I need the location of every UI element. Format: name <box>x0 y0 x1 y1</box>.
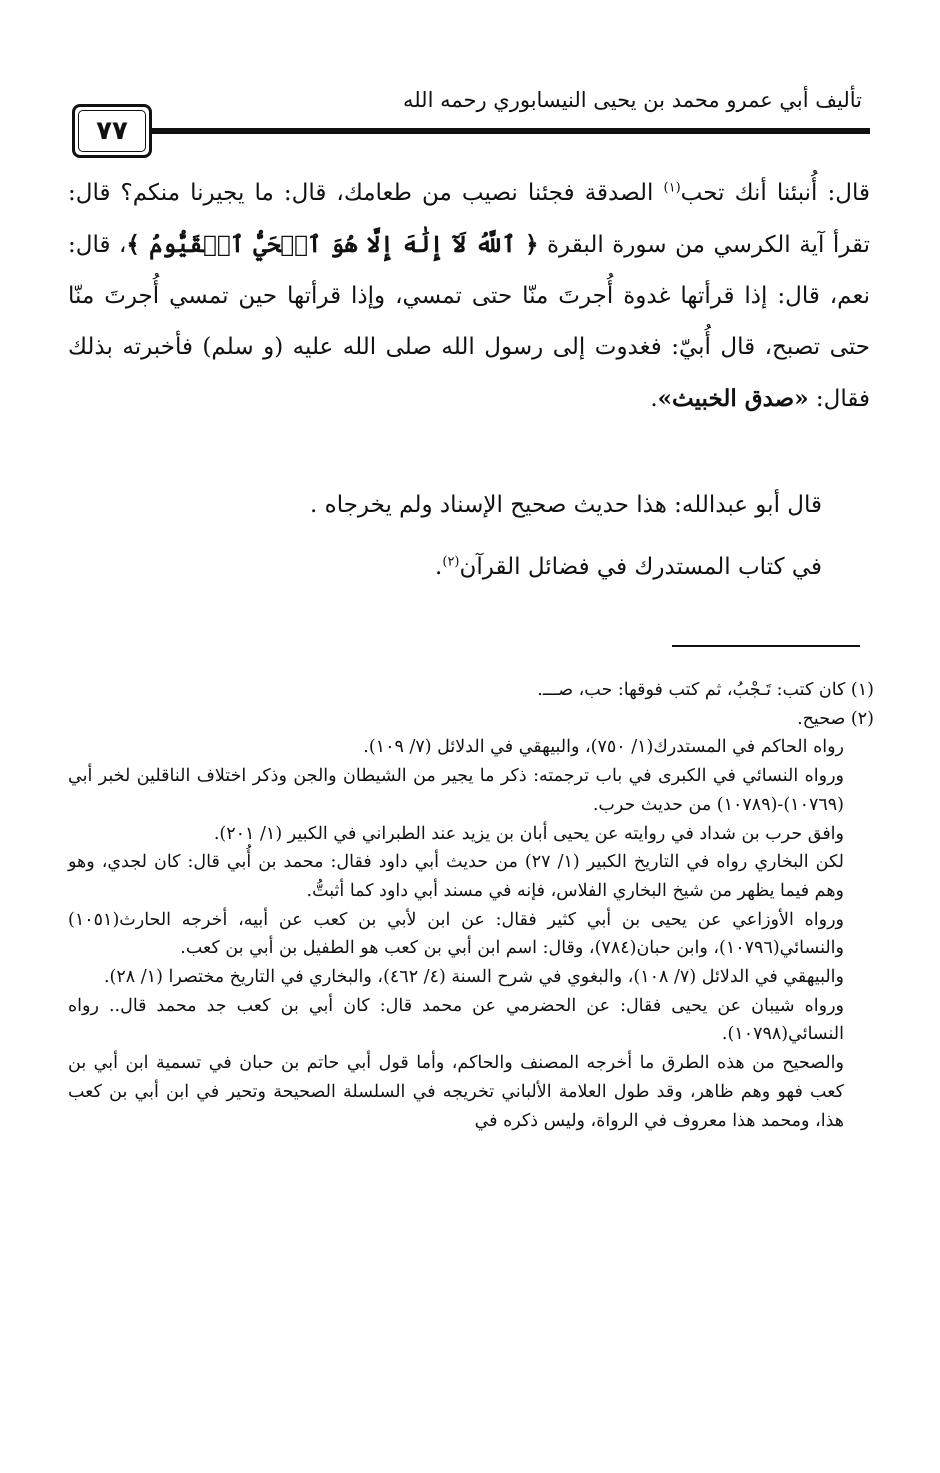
text-segment: الصدقة فجئنا نصيب من طعامك، قال: ما يجيرنا منكم؟ قال: تقرأ آية الكرسي من سورة البقرة <box>68 180 870 258</box>
running-header: تأليف أبي عمرو محمد بن يحيى النيسابوري رحمه الله <box>402 88 862 112</box>
footnote-1: (١) كان كتب: تَـجْبُ، ثم كتب فوقها: حب، صـــ. <box>537 680 874 700</box>
footnote-paragraph: والبيهقي في الدلائل (٧/ ١٠٨)، والبغوي في شرح السنة (٤/ ٤٦٢)، والبخاري في التاريخ مختصرا (١/ ٢٨). <box>103 967 844 988</box>
footnotes <box>68 676 874 1135</box>
footnote-2: (٢) صحيح. <box>797 708 874 729</box>
footnote-paragraph: رواه الحاكم في المستدرك(١/ ٧٥٠)، والبيهقي في الدلائل (٧/ ١٠٩). <box>363 737 844 758</box>
footnote-ref-2: (٢) <box>442 554 460 570</box>
footnote-paragraph: ورواه النسائي في الكبرى في باب ترجمته: ذكر ما يجير من الشيطان والجن وذكر اختلاف الناقلين لخبر أبي (١٠٧٦٩)-(١٠٧٨٩) من حديث حرب. <box>68 766 844 815</box>
attribution-line <box>122 536 822 598</box>
footnote-ref-1: (١) <box>663 180 681 196</box>
hadith-paragraph <box>68 168 870 425</box>
text-segment: ، قال: نعم، قال: إذا قرأتها غدوة أُجرتَ منّا حتى تمسي، وإذا قرأتها حين تمسي أُجرتَ منّا حتى تصبح، قال أُبيّ: فغدوت إلى رسول الله صلى الله عليه (و سلم) فأخبرته بذلك فقال: <box>68 232 870 412</box>
main-text <box>68 168 870 425</box>
footnote-paragraph: لكن البخاري رواه في التاريخ الكبير (١/ ٢٧) من حديث أبي داود فقال: محمد بن أُبي قال: كان لجدي، وهو وهم فيما يظهر من شيخ البخاري الفلاس، فإنه في مسند أبي داود كما أثبتُّ. <box>68 852 844 901</box>
attribution-line: قال أبو عبدالله: هذا حديث صحيح الإسناد ولم يخرجاه . <box>310 492 822 518</box>
page-number: ٧٧ <box>96 116 128 146</box>
footnote-paragraph: ورواه الأوزاعي عن يحيى بن أبي كثير فقال: عن ابن لأبي بن كعب عن أبيه، أخرجه الحارث(١٠٥١) والنسائي(١٠٧٩٦)، وابن حبان(٧٨٤)، وقال: اسم ابن أبي بن كعب هو الطفيل بن أبي بن كعب. <box>68 909 844 959</box>
footnote-separator <box>672 645 860 647</box>
footnote-paragraph: ورواه شيبان عن يحيى فقال: عن الحضرمي عن محمد قال: كان أبي بن كعب جد محمد قال.. رواه النسائي(١٠٧٩٨). <box>68 995 844 1045</box>
attribution-block <box>122 474 822 598</box>
footnote-paragraph: والصحيح من هذه الطرق ما أخرجه المصنف والحاكم، وأما قول أبي حاتم بن حبان في تسمية ابن أبي بن كعب فهو وهم ظاهر، وقد طول العلامة الألباني تخريجه في السلسلة الصحيحة وتحير في ابن أبي بن كعب هذا، ومحمد هذا معروف في الرواة، وليس ذكره في <box>68 1053 844 1131</box>
header-rule <box>150 128 870 134</box>
text-segment: . <box>435 554 443 580</box>
text-segment: . <box>650 386 658 412</box>
text-segment: قال: أُنبئنا أنك تحب <box>680 180 870 206</box>
footnote-paragraph: وافق حرب بن شداد في روايته عن يحيى أبان بن يزيد عند الطبراني في الكبير (١/ ٢٠١). <box>213 823 844 844</box>
bold-quote: «صدق الخبيث» <box>657 385 809 412</box>
page-number-frame <box>72 104 152 158</box>
text-segment: في كتاب المستدرك في فضائل القرآن <box>459 554 822 580</box>
quran-verse: ﴿ ٱللَّهُ لَآ إِلَٰهَ إِلَّا هُوَ ٱلۡحَيُّ ٱلۡقَيُّومُ ﴾ <box>126 231 539 258</box>
